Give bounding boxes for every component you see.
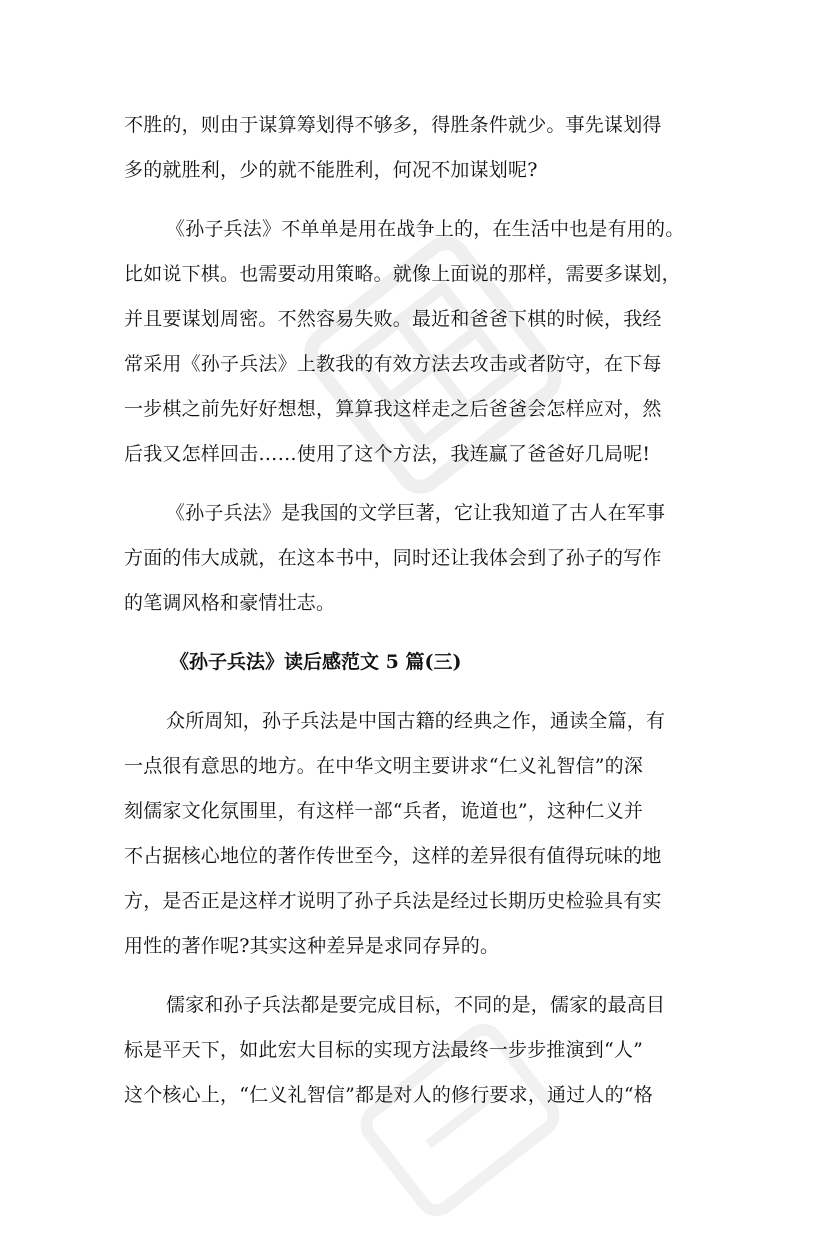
text-line: 方面的伟大成就，在这本书中，同时还让我体会到了孙子的写作 bbox=[124, 547, 662, 569]
paragraph-2 bbox=[124, 207, 709, 477]
text-line: 多的就胜利，少的就不能胜利，何况不加谋划呢? bbox=[124, 159, 538, 181]
text-line: 《孙子兵法》是我国的文学巨著，它让我知道了古人在军事 bbox=[166, 502, 666, 524]
text-line: 的笔调风格和豪情壮志。 bbox=[124, 592, 336, 614]
text-line: 不胜的，则由于谋算筹划得不够多，得胜条件就少。事先谋划得 bbox=[124, 114, 662, 136]
text-line: 常采用《孙子兵法》上教我的有效方法去攻击或者防守，在下每 bbox=[124, 353, 662, 375]
text-line: 用性的著作呢?其实这种差异是求同存异的。 bbox=[124, 935, 500, 957]
text-line: 方，是否正是这样才说明了孙子兵法是经过长期历史检验具有实 bbox=[124, 890, 662, 912]
paragraph-1 bbox=[124, 103, 709, 193]
text-line: 标是平天下，如此宏大目标的实现方法最终一步步推演到“人” bbox=[124, 1039, 644, 1061]
section-heading: 《孙子兵法》读后感范文 5 篇(三) bbox=[170, 651, 462, 673]
text-line: 后我又怎样回击……使用了这个方法，我连赢了爸爸好几局呢! bbox=[124, 443, 651, 465]
text-line: 众所周知，孙子兵法是中国古籍的经典之作，通读全篇，有 bbox=[166, 710, 666, 732]
text-line: 并且要谋划周密。不然容易失败。最近和爸爸下棋的时候，我经 bbox=[124, 308, 662, 330]
text-line: 一步棋之前先好好想想，算算我这样走之后爸爸会怎样应对，然 bbox=[124, 398, 662, 420]
paragraph-5 bbox=[124, 983, 709, 1118]
document-body bbox=[124, 103, 709, 1132]
text-line: 儒家和孙子兵法都是要完成目标，不同的是，儒家的最高目 bbox=[166, 994, 666, 1016]
text-line: 比如说下棋。也需要动用策略。就像上面说的那样，需要多谋划， bbox=[124, 263, 681, 285]
paragraph-3 bbox=[124, 491, 709, 626]
text-line: 不占据核心地位的著作传世至今，这样的差异很有值得玩味的地 bbox=[124, 845, 662, 867]
text-line: 《孙子兵法》不单单是用在战争上的，在生活中也是有用的。 bbox=[166, 218, 685, 240]
text-line: 刻儒家文化氛围里，有这样一部“兵者，诡道也”，这种仁义并 bbox=[124, 800, 644, 822]
text-line: 这个核心上，“仁义礼智信”都是对人的修行要求，通过人的“格 bbox=[124, 1084, 653, 1106]
text-line: 一点很有意思的地方。在中华文明主要讲求“仁义礼智信”的深 bbox=[124, 755, 644, 777]
paragraph-4 bbox=[124, 699, 709, 969]
